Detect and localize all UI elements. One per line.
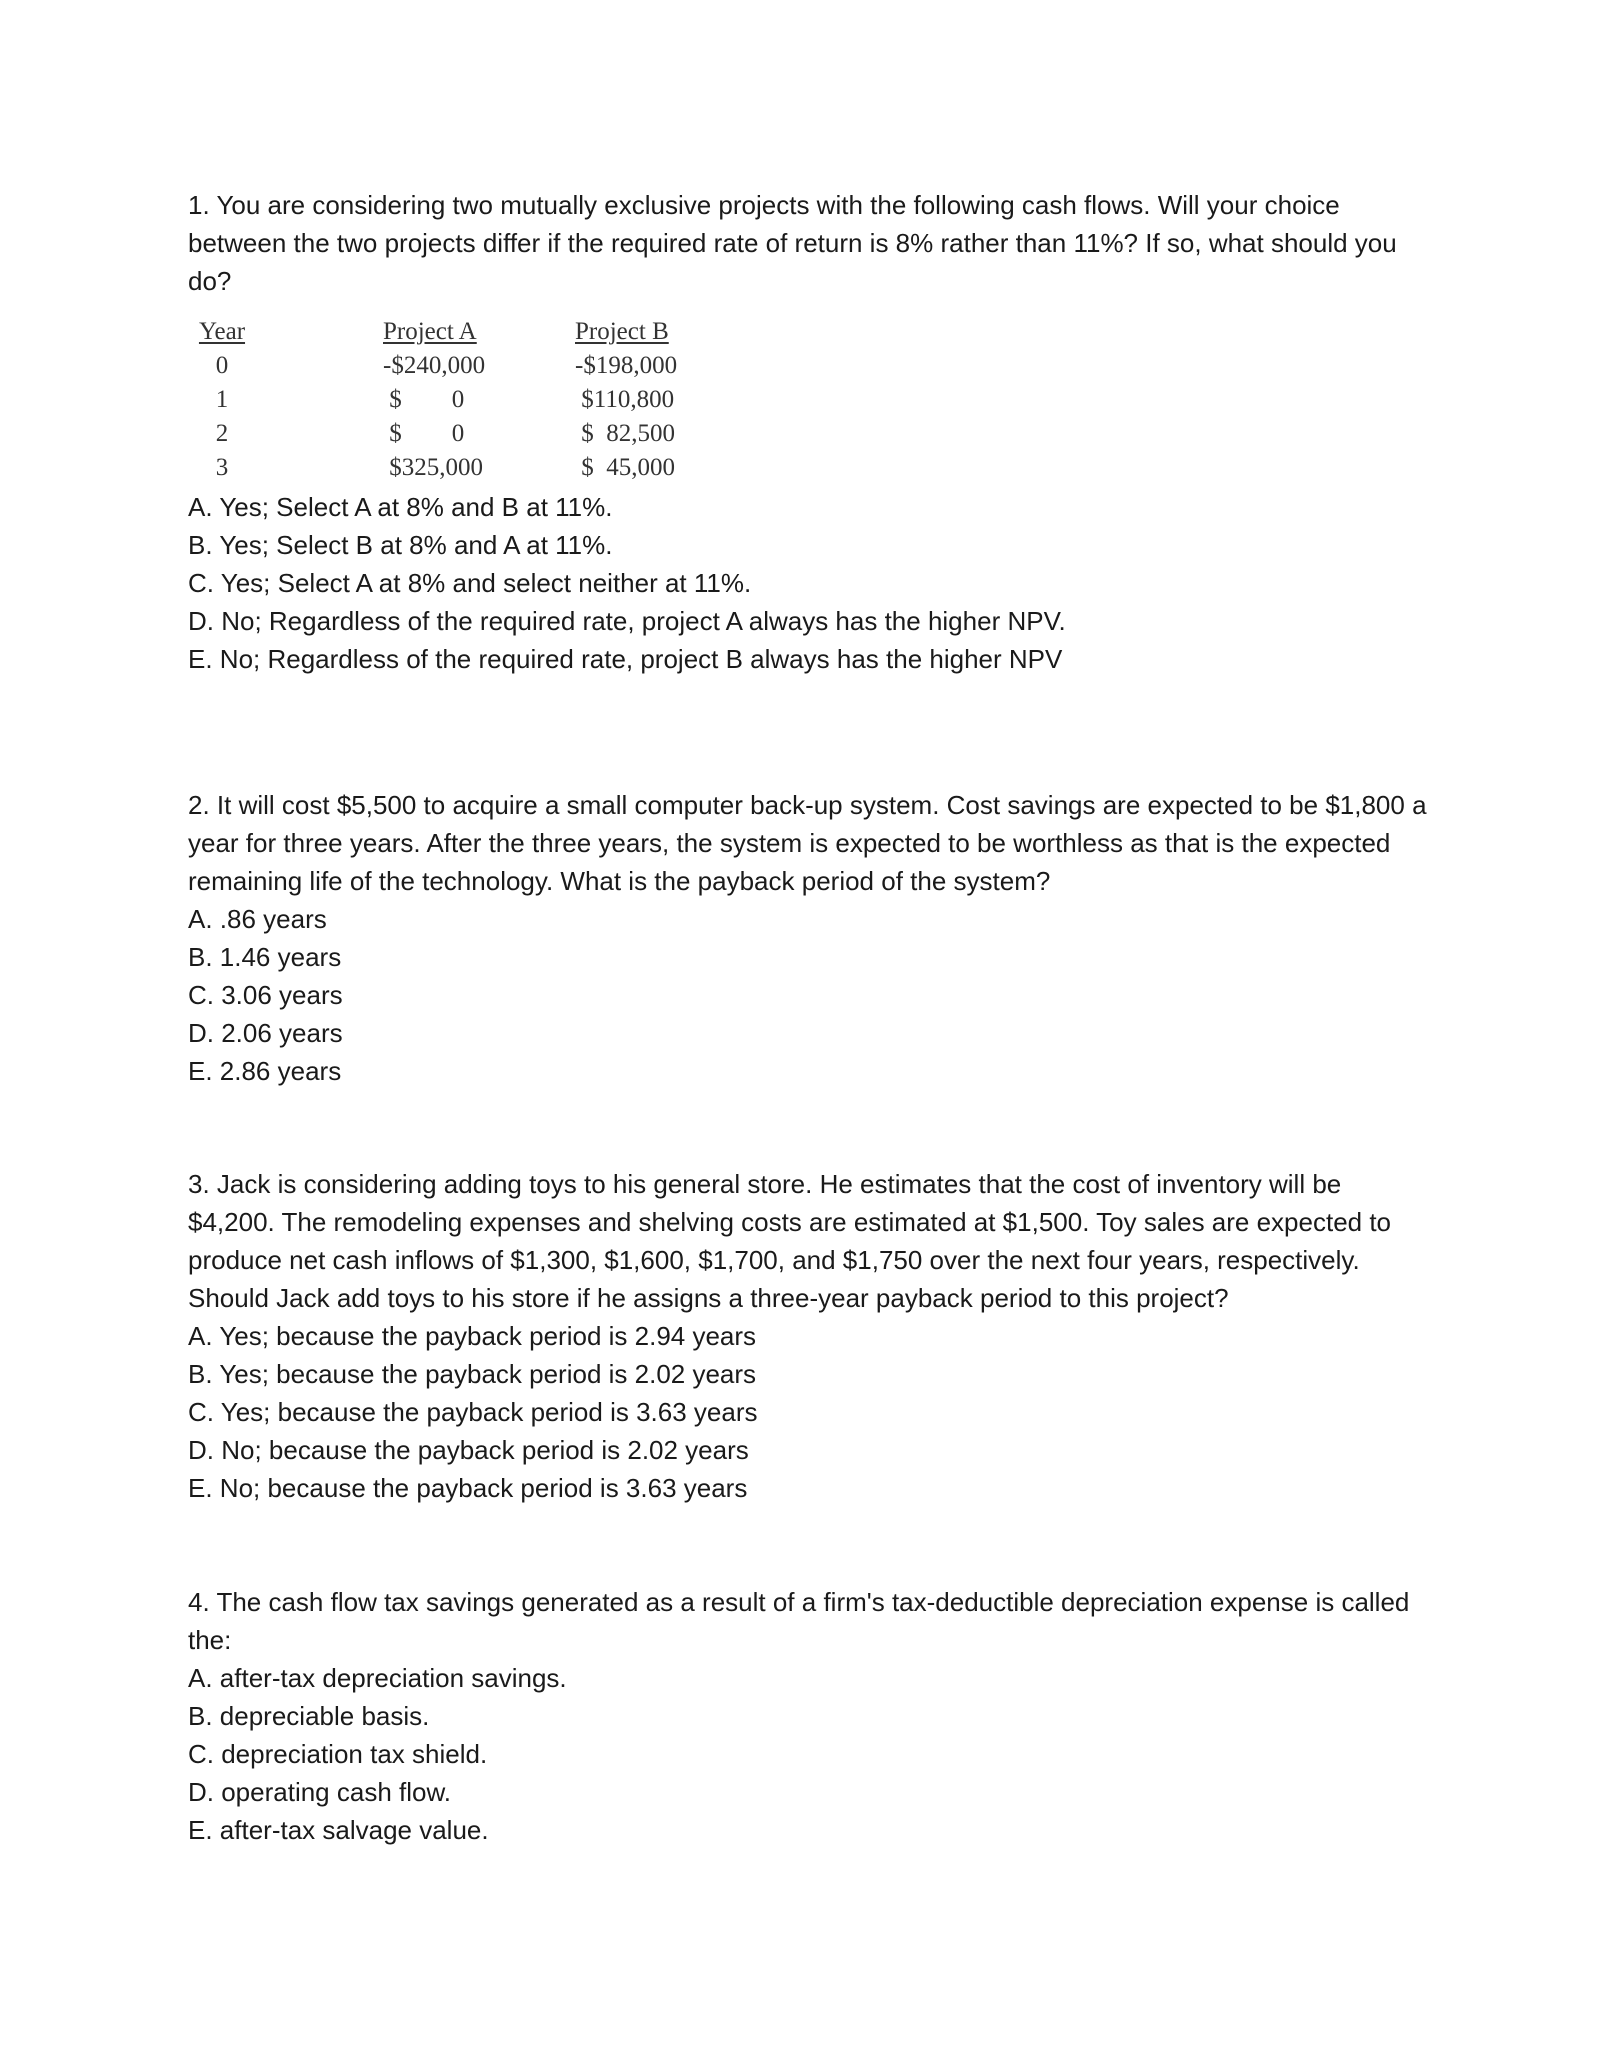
answer-option: C. 3.06 years — [188, 980, 343, 1010]
table-header: Year — [198, 318, 246, 345]
answer-option: E. 2.86 years — [188, 1056, 342, 1086]
table-cell: 0 — [215, 352, 229, 379]
answer-option: D. 2.06 years — [188, 1018, 343, 1048]
answer-option: E. after-tax salvage value. — [188, 1815, 489, 1845]
table-column-year — [194, 315, 250, 485]
cash-flow-table — [188, 315, 1428, 485]
table-cell: 3 — [215, 454, 229, 481]
answer-option: D. No; because the payback period is 2.02 years — [188, 1435, 749, 1465]
table-cell: -$240,000 — [383, 352, 486, 379]
answer-option: B. 1.46 years — [188, 942, 342, 972]
answer-option: C. Yes; because the payback period is 3.63 years — [188, 1397, 758, 1427]
table-cell: $325,000 — [383, 454, 483, 481]
answer-option: E. No; Regardless of the required rate, project B always has the higher NPV — [188, 644, 1063, 674]
table-column-project-a — [383, 315, 513, 485]
table-column-project-b — [575, 315, 705, 485]
question-1 — [188, 186, 1428, 678]
table-cell: $110,800 — [575, 386, 675, 413]
answer-option: D. No; Regardless of the required rate, project A always has the higher NPV. — [188, 606, 1066, 636]
table-cell: $ 0 — [383, 420, 465, 447]
question-3 — [188, 1165, 1428, 1507]
table-cell: $ 82,500 — [575, 420, 675, 447]
table-header: Project A — [383, 318, 477, 345]
question-prompt: 1. You are considering two mutually exclusive projects with the following cash flows. Will your choice between the two projects differ if the required rate of return is 8% rather than 11%? If so, what should you do? — [188, 190, 1397, 296]
table-cell: $ 45,000 — [575, 454, 675, 481]
question-2 — [188, 786, 1428, 1090]
answer-options — [188, 1659, 1428, 1849]
question-prompt: 2. It will cost $5,500 to acquire a small computer back-up system. Cost savings are expected to be $1,800 a year for three years. After the three years, the system is expected to be worthless as that is the expected remaining life of the technology. What is the payback period of the system? — [188, 790, 1427, 896]
answer-option: A. Yes; Select A at 8% and B at 11%. — [188, 492, 613, 522]
table-cell: 2 — [215, 420, 229, 447]
answer-option: B. Yes; Select B at 8% and A at 11%. — [188, 530, 613, 560]
answer-option: A. .86 years — [188, 904, 327, 934]
answer-options — [188, 900, 1428, 1090]
table-cell: 1 — [215, 386, 229, 413]
answer-option: A. after-tax depreciation savings. — [188, 1663, 567, 1693]
question-prompt: 3. Jack is considering adding toys to his general store. He estimates that the cost of inventory will be $4,200. The remodeling expenses and shelving costs are estimated at $1,500. Toy sales are expected to produce net cash inflows of $1,300, $1,600, $1,700, and $1,750 over the next four years, respectively. Should Jack add toys to his store if he assigns a three-year payback period to this project? — [188, 1169, 1392, 1313]
answer-options — [188, 1317, 1428, 1507]
table-header: Project B — [575, 318, 669, 345]
question-prompt: 4. The cash flow tax savings generated as a result of a firm's tax-deductible depreciation expense is called the: — [188, 1587, 1410, 1655]
table-cell: -$198,000 — [575, 352, 678, 379]
answer-option: C. Yes; Select A at 8% and select neither at 11%. — [188, 568, 752, 598]
answer-option: C. depreciation tax shield. — [188, 1739, 488, 1769]
answer-option: D. operating cash flow. — [188, 1777, 452, 1807]
answer-options — [188, 488, 1428, 678]
answer-option: E. No; because the payback period is 3.63 years — [188, 1473, 748, 1503]
answer-option: A. Yes; because the payback period is 2.94 years — [188, 1321, 757, 1351]
answer-option: B. Yes; because the payback period is 2.02 years — [188, 1359, 757, 1389]
question-4 — [188, 1583, 1428, 1849]
answer-option: B. depreciable basis. — [188, 1701, 430, 1731]
table-cell: $ 0 — [383, 386, 465, 413]
